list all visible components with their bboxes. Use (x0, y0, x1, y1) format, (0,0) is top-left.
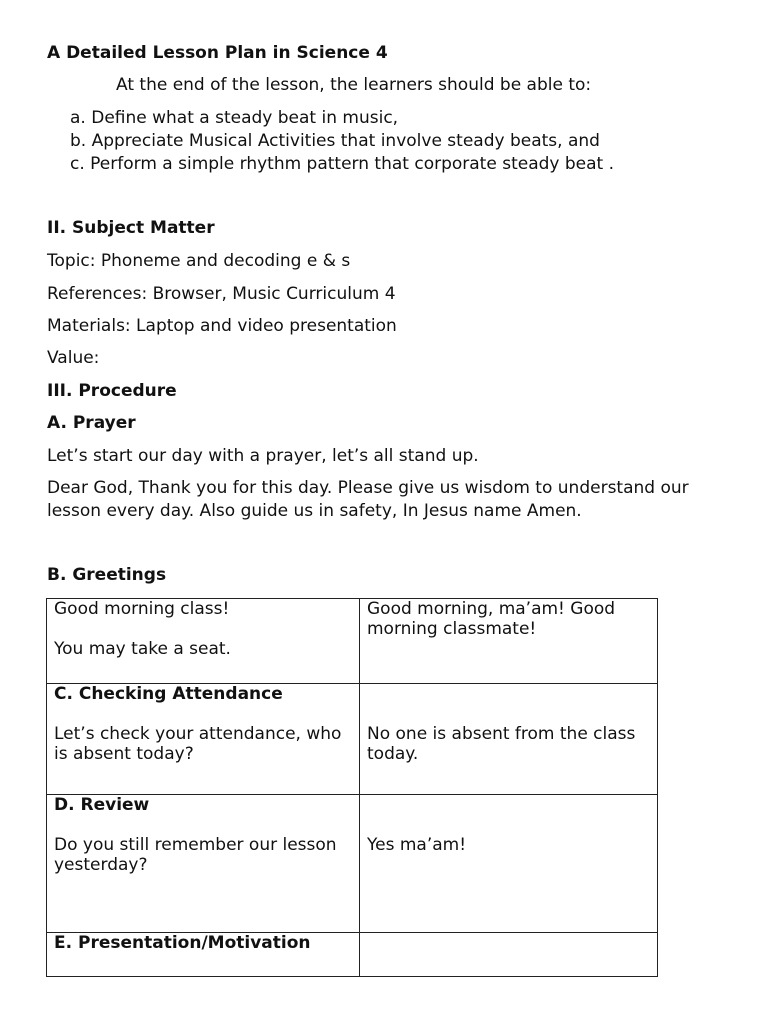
student-response: No one is absent from the class today. (367, 724, 636, 764)
teacher-line: Do you still remember our lesson yesterday? (54, 835, 337, 875)
student-cell (360, 933, 658, 977)
table-row (47, 684, 658, 795)
teacher-cell (47, 599, 360, 684)
value-line: Value: (47, 348, 100, 368)
references-line: References: Browser, Music Curriculum 4 (47, 284, 396, 304)
teacher-cell (47, 933, 360, 977)
student-cell (360, 684, 658, 795)
table-row (47, 795, 658, 933)
objective-item-b: b. Appreciate Musical Activities that involve steady beats, and (70, 131, 600, 151)
teacher-line: Good morning class! (54, 599, 230, 619)
prayer-intro: Let’s start our day with a prayer, let’s all stand up. (47, 446, 479, 466)
subject-matter-heading: II. Subject Matter (47, 218, 215, 238)
row-heading: D. Review (54, 795, 150, 815)
teacher-line: Let’s check your attendance, who is absent today? (54, 724, 342, 764)
objective-item-c: c. Perform a simple rhythm pattern that corporate steady beat . (70, 154, 615, 174)
student-response: Yes ma’am! (367, 835, 467, 855)
student-cell (360, 795, 658, 933)
table-row (47, 599, 658, 684)
table-row (47, 933, 658, 977)
materials-line: Materials: Laptop and video presentation (47, 316, 397, 336)
procedure-heading: III. Procedure (47, 381, 177, 401)
student-response: Good morning, ma’am! Good morning classmate! (367, 599, 616, 639)
teacher-line: You may take a seat. (54, 639, 231, 659)
teacher-cell (47, 684, 360, 795)
prayer-text: Dear God, Thank you for this day. Please give us wisdom to understand our lesson every day. Also guide us in safety, In Jesus name Amen. (47, 478, 689, 521)
student-cell (360, 599, 658, 684)
objectives-intro: At the end of the lesson, the learners should be able to: (116, 75, 592, 95)
teacher-cell (47, 795, 360, 933)
greetings-heading: B. Greetings (47, 565, 167, 585)
row-heading: C. Checking Attendance (54, 684, 283, 704)
document-title: A Detailed Lesson Plan in Science 4 (47, 43, 388, 63)
lesson-procedure-table (46, 598, 658, 977)
objective-item-a: a. Define what a steady beat in music, (70, 108, 399, 128)
prayer-heading: A. Prayer (47, 413, 136, 433)
topic-line: Topic: Phoneme and decoding e & s (47, 251, 351, 271)
row-heading: E. Presentation/Motivation (54, 933, 311, 953)
